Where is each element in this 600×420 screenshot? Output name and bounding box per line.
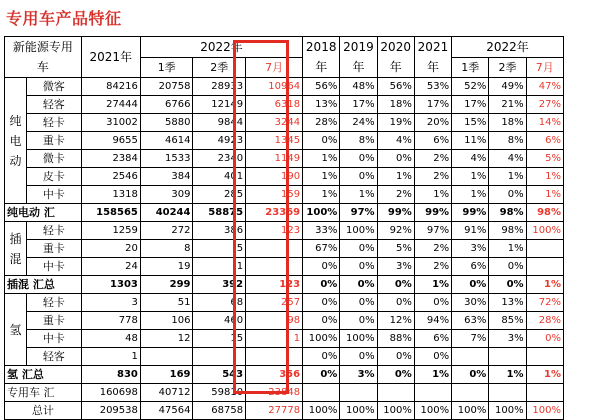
table-cell: 1% xyxy=(377,168,414,186)
table-cell: 51 xyxy=(140,294,193,312)
table-row xyxy=(5,78,564,96)
subtotal-row xyxy=(5,366,564,384)
table-cell: 8 xyxy=(140,240,193,258)
table-cell xyxy=(489,348,526,366)
table-cell xyxy=(246,258,303,276)
table-cell: 98 xyxy=(246,312,303,330)
table-cell: 1 xyxy=(81,348,140,366)
table-cell: 100% xyxy=(526,402,563,420)
table-cell: 6766 xyxy=(140,96,193,114)
table-cell: 209538 xyxy=(81,402,140,420)
row-label: 轻客 xyxy=(26,348,81,366)
table-cell: 27778 xyxy=(246,402,303,420)
table-cell: 14% xyxy=(526,114,563,132)
table-cell: 2% xyxy=(414,240,451,258)
table-cell: 4% xyxy=(377,132,414,150)
table-cell: 100% xyxy=(303,204,340,222)
row-label: 重卡 xyxy=(26,312,81,330)
subheader-period: 2季 xyxy=(489,58,526,78)
grand-total-label: 总计 xyxy=(5,402,82,420)
table-cell: 68 xyxy=(193,294,246,312)
row-label: 中卡 xyxy=(26,186,81,204)
table-cell xyxy=(526,240,563,258)
table-cell: 98% xyxy=(489,204,526,222)
table-cell: 100% xyxy=(526,222,563,240)
table-cell: 0% xyxy=(340,150,377,168)
table-cell: 2% xyxy=(414,168,451,186)
table-cell: 356 xyxy=(246,366,303,384)
table-cell xyxy=(526,384,563,402)
subtotal-label: 插混 汇总 xyxy=(5,276,82,294)
table-cell: 15% xyxy=(452,114,489,132)
table-cell: 91% xyxy=(452,222,489,240)
row-label: 轻客 xyxy=(26,96,81,114)
table-cell: 7% xyxy=(452,330,489,348)
table-cell: 100% xyxy=(414,402,451,420)
table-cell: 0% xyxy=(377,294,414,312)
table-cell: 12149 xyxy=(193,96,246,114)
table-cell: 0% xyxy=(340,312,377,330)
table-cell: 67% xyxy=(303,240,340,258)
table-cell: 0% xyxy=(452,366,489,384)
table-cell: 2546 xyxy=(81,168,140,186)
header-row xyxy=(5,37,564,58)
table-cell: 123 xyxy=(246,276,303,294)
table-cell: 158565 xyxy=(81,204,140,222)
table-cell: 1% xyxy=(452,186,489,204)
table-cell: 5 xyxy=(193,240,246,258)
table-cell: 10964 xyxy=(246,78,303,96)
table-cell: 1% xyxy=(526,168,563,186)
header-category: 新能源专用车 xyxy=(5,37,82,78)
table-cell: 1% xyxy=(303,168,340,186)
table-cell: 9844 xyxy=(193,114,246,132)
table-cell: 100% xyxy=(303,330,340,348)
special-total-row xyxy=(5,384,564,402)
header-year: 2019年 xyxy=(340,37,377,78)
table-cell: 2% xyxy=(414,258,451,276)
table-row xyxy=(5,240,564,258)
table-cell: 5880 xyxy=(140,114,193,132)
table-cell: 6% xyxy=(414,330,451,348)
table-cell: 15 xyxy=(193,330,246,348)
table-cell: 1% xyxy=(303,150,340,168)
table-cell: 6% xyxy=(414,132,451,150)
row-label: 微卡 xyxy=(26,150,81,168)
table-cell xyxy=(246,348,303,366)
header-2022-share: 2022年 xyxy=(452,37,564,58)
table-cell: 0% xyxy=(414,348,451,366)
table-cell: 0% xyxy=(489,186,526,204)
header-year: 2020年 xyxy=(377,37,414,78)
table-cell: 88% xyxy=(377,330,414,348)
table-cell: 309 xyxy=(140,186,193,204)
table-cell: 159 xyxy=(246,186,303,204)
table-cell: 47% xyxy=(526,78,563,96)
table-cell: 52% xyxy=(452,78,489,96)
table-cell: 392 xyxy=(193,276,246,294)
table-cell: 28933 xyxy=(193,78,246,96)
table-cell: 3% xyxy=(377,258,414,276)
table-cell: 2384 xyxy=(81,150,140,168)
table-cell: 1% xyxy=(414,186,451,204)
table-cell: 190 xyxy=(246,168,303,186)
table-cell: 8% xyxy=(489,132,526,150)
table-cell: 0% xyxy=(303,366,340,384)
table-cell: 17% xyxy=(340,96,377,114)
table-row xyxy=(5,168,564,186)
table-cell: 30% xyxy=(452,294,489,312)
subtotal-label: 氢 汇总 xyxy=(5,366,82,384)
table-cell: 2% xyxy=(414,150,451,168)
table-cell: 0% xyxy=(377,150,414,168)
table-cell: 17% xyxy=(414,96,451,114)
table-cell: 40244 xyxy=(140,204,193,222)
table-row xyxy=(5,258,564,276)
table-cell: 23369 xyxy=(246,204,303,222)
table-cell: 53% xyxy=(414,78,451,96)
table-cell: 0% xyxy=(340,240,377,258)
table-cell: 100% xyxy=(489,402,526,420)
table-cell: 169 xyxy=(140,366,193,384)
table-cell: 19 xyxy=(140,258,193,276)
table-cell: 0% xyxy=(303,258,340,276)
data-table xyxy=(4,36,564,420)
table-cell: 58875 xyxy=(193,204,246,222)
table-cell: 97% xyxy=(340,204,377,222)
table-cell xyxy=(526,348,563,366)
subheader-period: 1季 xyxy=(140,58,193,78)
table-cell: 1533 xyxy=(140,150,193,168)
table-cell: 11% xyxy=(452,132,489,150)
table-cell: 3% xyxy=(489,330,526,348)
table-cell: 94% xyxy=(414,312,451,330)
table-cell: 285 xyxy=(193,186,246,204)
table-cell: 6% xyxy=(452,258,489,276)
table-cell: 40712 xyxy=(140,384,193,402)
table-cell: 1303 xyxy=(81,276,140,294)
table-cell: 386 xyxy=(193,222,246,240)
table-cell: 4% xyxy=(489,150,526,168)
table-cell: 1% xyxy=(489,240,526,258)
table-cell: 20758 xyxy=(140,78,193,96)
table-cell: 830 xyxy=(81,366,140,384)
subheader-period: 2季 xyxy=(193,58,246,78)
table-cell: 6% xyxy=(526,132,563,150)
table-cell: 100% xyxy=(377,402,414,420)
table-cell: 401 xyxy=(193,168,246,186)
table-cell: 99% xyxy=(414,204,451,222)
table-cell: 5% xyxy=(377,240,414,258)
table-cell: 0% xyxy=(303,132,340,150)
table-cell: 3% xyxy=(340,366,377,384)
table-cell: 0% xyxy=(489,258,526,276)
header-year: 2018年 xyxy=(303,37,340,78)
table-cell: 24% xyxy=(340,114,377,132)
row-label: 重卡 xyxy=(26,240,81,258)
table-cell xyxy=(414,384,451,402)
table-cell: 1% xyxy=(526,186,563,204)
table-cell: 0% xyxy=(489,276,526,294)
table-cell xyxy=(340,384,377,402)
table-cell: 4% xyxy=(452,150,489,168)
table-cell: 0% xyxy=(340,168,377,186)
table-cell: 85% xyxy=(489,312,526,330)
table-row xyxy=(5,114,564,132)
table-cell: 98% xyxy=(489,222,526,240)
table-cell: 3244 xyxy=(246,114,303,132)
row-label: 皮卡 xyxy=(26,168,81,186)
table-cell: 299 xyxy=(140,276,193,294)
table-cell: 0% xyxy=(526,330,563,348)
table-row xyxy=(5,348,564,366)
table-cell: 68758 xyxy=(193,402,246,420)
table-cell: 100% xyxy=(340,330,377,348)
table-cell: 384 xyxy=(140,168,193,186)
table-cell: 0% xyxy=(303,348,340,366)
subheader-period: 7月 xyxy=(246,58,303,78)
table-cell: 72% xyxy=(526,294,563,312)
table-row xyxy=(5,132,564,150)
row-label: 轻卡 xyxy=(26,114,81,132)
table-cell: 28% xyxy=(526,312,563,330)
table-cell: 20% xyxy=(414,114,451,132)
table-cell: 33% xyxy=(303,222,340,240)
table-cell: 12 xyxy=(140,330,193,348)
row-label: 重卡 xyxy=(26,132,81,150)
table-cell: 98% xyxy=(526,204,563,222)
table-cell: 27% xyxy=(526,96,563,114)
table-cell: 1% xyxy=(526,276,563,294)
table-cell xyxy=(489,384,526,402)
table-cell: 4923 xyxy=(193,132,246,150)
table-cell: 5% xyxy=(526,150,563,168)
table-cell: 0% xyxy=(414,294,451,312)
row-label: 轻卡 xyxy=(26,294,81,312)
table-cell xyxy=(246,240,303,258)
table-cell: 2% xyxy=(377,186,414,204)
table-cell xyxy=(452,348,489,366)
row-label: 中卡 xyxy=(26,258,81,276)
table-row xyxy=(5,294,564,312)
table-cell: 1% xyxy=(414,276,451,294)
table-cell: 28% xyxy=(303,114,340,132)
table-cell: 1 xyxy=(193,258,246,276)
table-cell: 1% xyxy=(303,186,340,204)
table-cell: 3 xyxy=(81,294,140,312)
table-cell: 18% xyxy=(489,114,526,132)
table-cell: 13% xyxy=(303,96,340,114)
table-cell: 12% xyxy=(377,312,414,330)
subtotal-label: 纯电动 汇 xyxy=(5,204,82,222)
table-cell xyxy=(303,384,340,402)
table-cell: 8% xyxy=(340,132,377,150)
subheader-period: 1季 xyxy=(452,58,489,78)
special-total-label: 专用车 汇 xyxy=(5,384,82,402)
table-cell: 1% xyxy=(414,366,451,384)
table-cell: 100% xyxy=(452,402,489,420)
table-cell: 0% xyxy=(303,294,340,312)
table-cell: 0% xyxy=(340,294,377,312)
table-cell: 9655 xyxy=(81,132,140,150)
table-cell: 106 xyxy=(140,312,193,330)
table-cell: 778 xyxy=(81,312,140,330)
table-cell: 99% xyxy=(377,204,414,222)
group-label: 氢 xyxy=(5,294,27,366)
table-cell: 1% xyxy=(489,168,526,186)
group-label: 插混 xyxy=(5,222,27,276)
table-cell: 0% xyxy=(303,312,340,330)
table-cell: 1% xyxy=(340,186,377,204)
table-cell: 20 xyxy=(81,240,140,258)
group-label: 纯电动 xyxy=(5,78,27,204)
table-cell: 1% xyxy=(452,168,489,186)
table-cell: 92% xyxy=(377,222,414,240)
page-title: 专用车产品特征 xyxy=(6,9,122,28)
table-cell: 56% xyxy=(303,78,340,96)
table-cell: 3% xyxy=(452,240,489,258)
table-cell: 0% xyxy=(452,276,489,294)
table-cell: 100% xyxy=(340,222,377,240)
table-cell: 0% xyxy=(303,276,340,294)
table-cell: 2340 xyxy=(193,150,246,168)
table-cell: 99% xyxy=(452,204,489,222)
table-cell: 19% xyxy=(377,114,414,132)
table-row xyxy=(5,222,564,240)
table-cell: 23848 xyxy=(246,384,303,402)
table-cell: 4614 xyxy=(140,132,193,150)
table-cell: 48 xyxy=(81,330,140,348)
header-2022: 2022年 xyxy=(140,37,302,58)
table-cell: 100% xyxy=(303,402,340,420)
table-cell: 63% xyxy=(452,312,489,330)
table-cell: 59810 xyxy=(193,384,246,402)
table-cell: 460 xyxy=(193,312,246,330)
table-cell: 1259 xyxy=(81,222,140,240)
table-cell: 56% xyxy=(377,78,414,96)
table-cell: 272 xyxy=(140,222,193,240)
table-cell: 1% xyxy=(489,366,526,384)
row-label: 轻卡 xyxy=(26,222,81,240)
subtotal-row xyxy=(5,276,564,294)
table-cell: 160698 xyxy=(81,384,140,402)
table-cell xyxy=(140,348,193,366)
row-label: 中卡 xyxy=(26,330,81,348)
table-row xyxy=(5,96,564,114)
table-cell: 18% xyxy=(377,96,414,114)
table-cell: 47564 xyxy=(140,402,193,420)
table-cell: 123 xyxy=(246,222,303,240)
table-cell: 1345 xyxy=(246,132,303,150)
table-cell: 17% xyxy=(452,96,489,114)
table-row xyxy=(5,186,564,204)
table-cell: 84216 xyxy=(81,78,140,96)
table-cell: 100% xyxy=(340,402,377,420)
table-cell: 48% xyxy=(340,78,377,96)
table-cell xyxy=(377,384,414,402)
table-row xyxy=(5,150,564,168)
table-cell: 0% xyxy=(340,348,377,366)
table-cell: 13% xyxy=(489,294,526,312)
header-year: 2021年 xyxy=(414,37,451,78)
table-cell: 0% xyxy=(377,276,414,294)
table-cell xyxy=(452,384,489,402)
table-cell: 1318 xyxy=(81,186,140,204)
table-cell: 0% xyxy=(377,348,414,366)
subtotal-row xyxy=(5,204,564,222)
table-cell: 0% xyxy=(377,366,414,384)
table-cell: 543 xyxy=(193,366,246,384)
table-cell: 1% xyxy=(526,366,563,384)
table-row xyxy=(5,312,564,330)
subheader-period: 7月 xyxy=(526,58,563,78)
table-cell: 1 xyxy=(246,330,303,348)
table-cell: 27444 xyxy=(81,96,140,114)
table-cell: 1149 xyxy=(246,150,303,168)
table-cell: 21% xyxy=(489,96,526,114)
table-cell: 24 xyxy=(81,258,140,276)
table-cell: 31002 xyxy=(81,114,140,132)
header-2021-total: 2021年 xyxy=(81,37,140,78)
table-cell: 6318 xyxy=(246,96,303,114)
table-cell: 257 xyxy=(246,294,303,312)
table-cell xyxy=(526,258,563,276)
table-row xyxy=(5,330,564,348)
table-cell xyxy=(193,348,246,366)
row-label: 微客 xyxy=(26,78,81,96)
table-cell: 97% xyxy=(414,222,451,240)
grand-total-row xyxy=(5,402,564,420)
table-cell: 0% xyxy=(340,276,377,294)
table-cell: 0% xyxy=(340,258,377,276)
table-cell: 49% xyxy=(489,78,526,96)
